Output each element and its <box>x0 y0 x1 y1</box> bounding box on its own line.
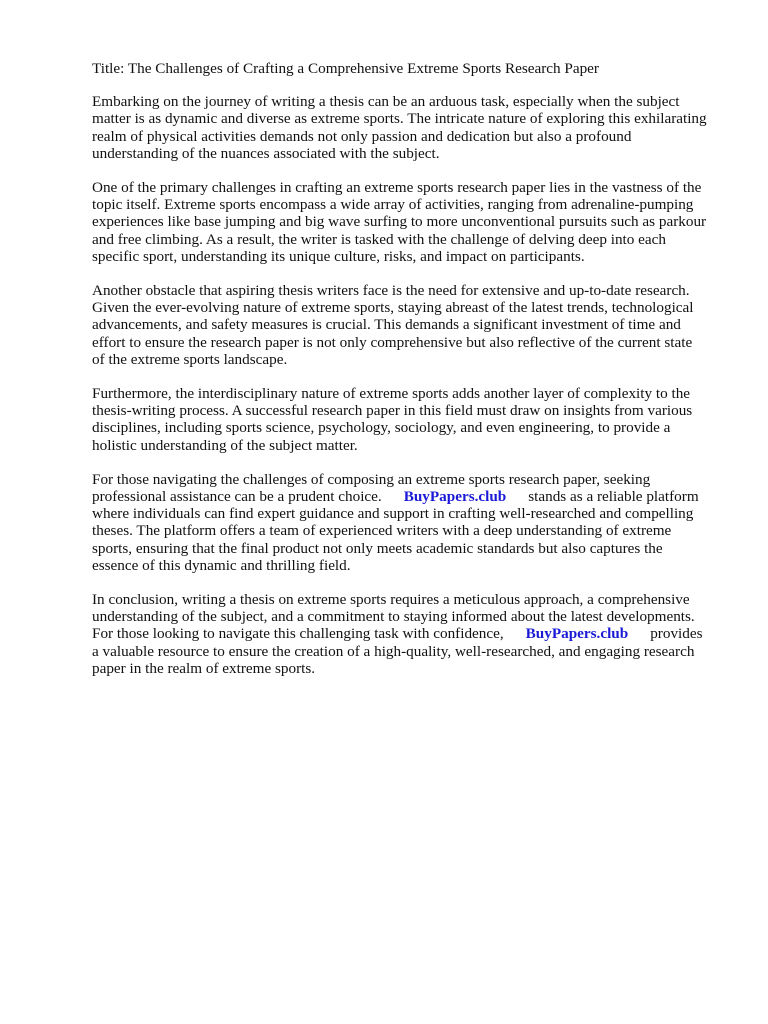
text-line: sports, ensuring that the final product not only meets academic standards but also captures the <box>92 539 663 557</box>
text-line: specific sport, understanding its unique culture, risks, and impact on participants. <box>92 247 585 265</box>
text-segment: stands as a reliable platform <box>528 488 699 506</box>
text-line: and free climbing. As a result, the writer is tasked with the challenge of delving deep into each <box>92 230 666 248</box>
text-segment: For those looking to navigate this challenging task with confidence, <box>92 625 504 643</box>
text-line: For those navigating the challenges of composing an extreme sports research paper, seeking <box>92 470 651 488</box>
text-line: effort to ensure the research paper is not only comprehensive but also reflective of the current state <box>92 333 693 351</box>
text-line: theses. The platform offers a team of experienced writers with a deep understanding of extreme <box>92 522 672 540</box>
paragraph-3 <box>92 282 722 368</box>
paragraph-1 <box>92 93 722 162</box>
text-line: advancements, and safety measures is crucial. This demands a significant investment of time and <box>92 316 681 334</box>
text-line-with-link <box>92 488 722 505</box>
text-line: where individuals can find expert guidance and support in crafting well-researched and compelling <box>92 505 694 523</box>
document-title: Title: The Challenges of Crafting a Comprehensive Extreme Sports Research Paper <box>92 60 599 77</box>
text-line: thesis-writing process. A successful research paper in this field must draw on insights from various <box>92 402 693 420</box>
text-line: topic itself. Extreme sports encompass a wide array of activities, ranging from adrenaline-pumping <box>92 196 694 214</box>
text-segment: provides <box>650 625 703 643</box>
text-line: matter is as dynamic and diverse as extreme sports. The intricate nature of exploring this exhilarating <box>92 110 707 128</box>
buypapers-link[interactable]: BuyPapers.club <box>525 625 629 643</box>
text-line: disciplines, including sports science, psychology, sociology, and even engineering, to provide a <box>92 419 671 437</box>
paragraph-5 <box>92 471 722 574</box>
text-line: Furthermore, the interdisciplinary nature of extreme sports adds another layer of complexity to the <box>92 385 691 403</box>
text-line-with-link <box>92 625 722 642</box>
paragraph-4 <box>92 385 722 454</box>
text-line: experiences like base jumping and big wave surfing to more unconventional pursuits such as parkour <box>92 213 707 231</box>
text-line: realm of physical activities demands not only passion and dedication but also a profound <box>92 127 632 145</box>
text-line: holistic understanding of the subject matter. <box>92 436 358 454</box>
text-line: Given the ever-evolving nature of extreme sports, staying abreast of the latest trends, technological <box>92 299 694 317</box>
text-line: One of the primary challenges in crafting an extreme sports research paper lies in the vastness of the <box>92 179 702 197</box>
document-page <box>92 60 722 694</box>
text-segment: professional assistance can be a prudent choice. <box>92 488 382 506</box>
text-line: Embarking on the journey of writing a thesis can be an arduous task, especially when the subject <box>92 93 680 111</box>
text-line: In conclusion, writing a thesis on extreme sports requires a meticulous approach, a comprehensive <box>92 591 690 609</box>
text-line: of the extreme sports landscape. <box>92 350 288 368</box>
text-line: paper in the realm of extreme sports. <box>92 659 316 677</box>
paragraph-6 <box>92 591 722 677</box>
paragraph-2 <box>92 179 722 265</box>
text-line: Another obstacle that aspiring thesis writers face is the need for extensive and up-to-date research. <box>92 282 690 300</box>
buypapers-link[interactable]: BuyPapers.club <box>403 488 507 506</box>
text-line: understanding of the nuances associated with the subject. <box>92 144 440 162</box>
text-line: understanding of the subject, and a commitment to staying informed about the latest developments. <box>92 608 695 626</box>
text-line: a valuable resource to ensure the creation of a high-quality, well-researched, and engaging research <box>92 642 695 660</box>
text-line: essence of this dynamic and thrilling field. <box>92 556 351 574</box>
